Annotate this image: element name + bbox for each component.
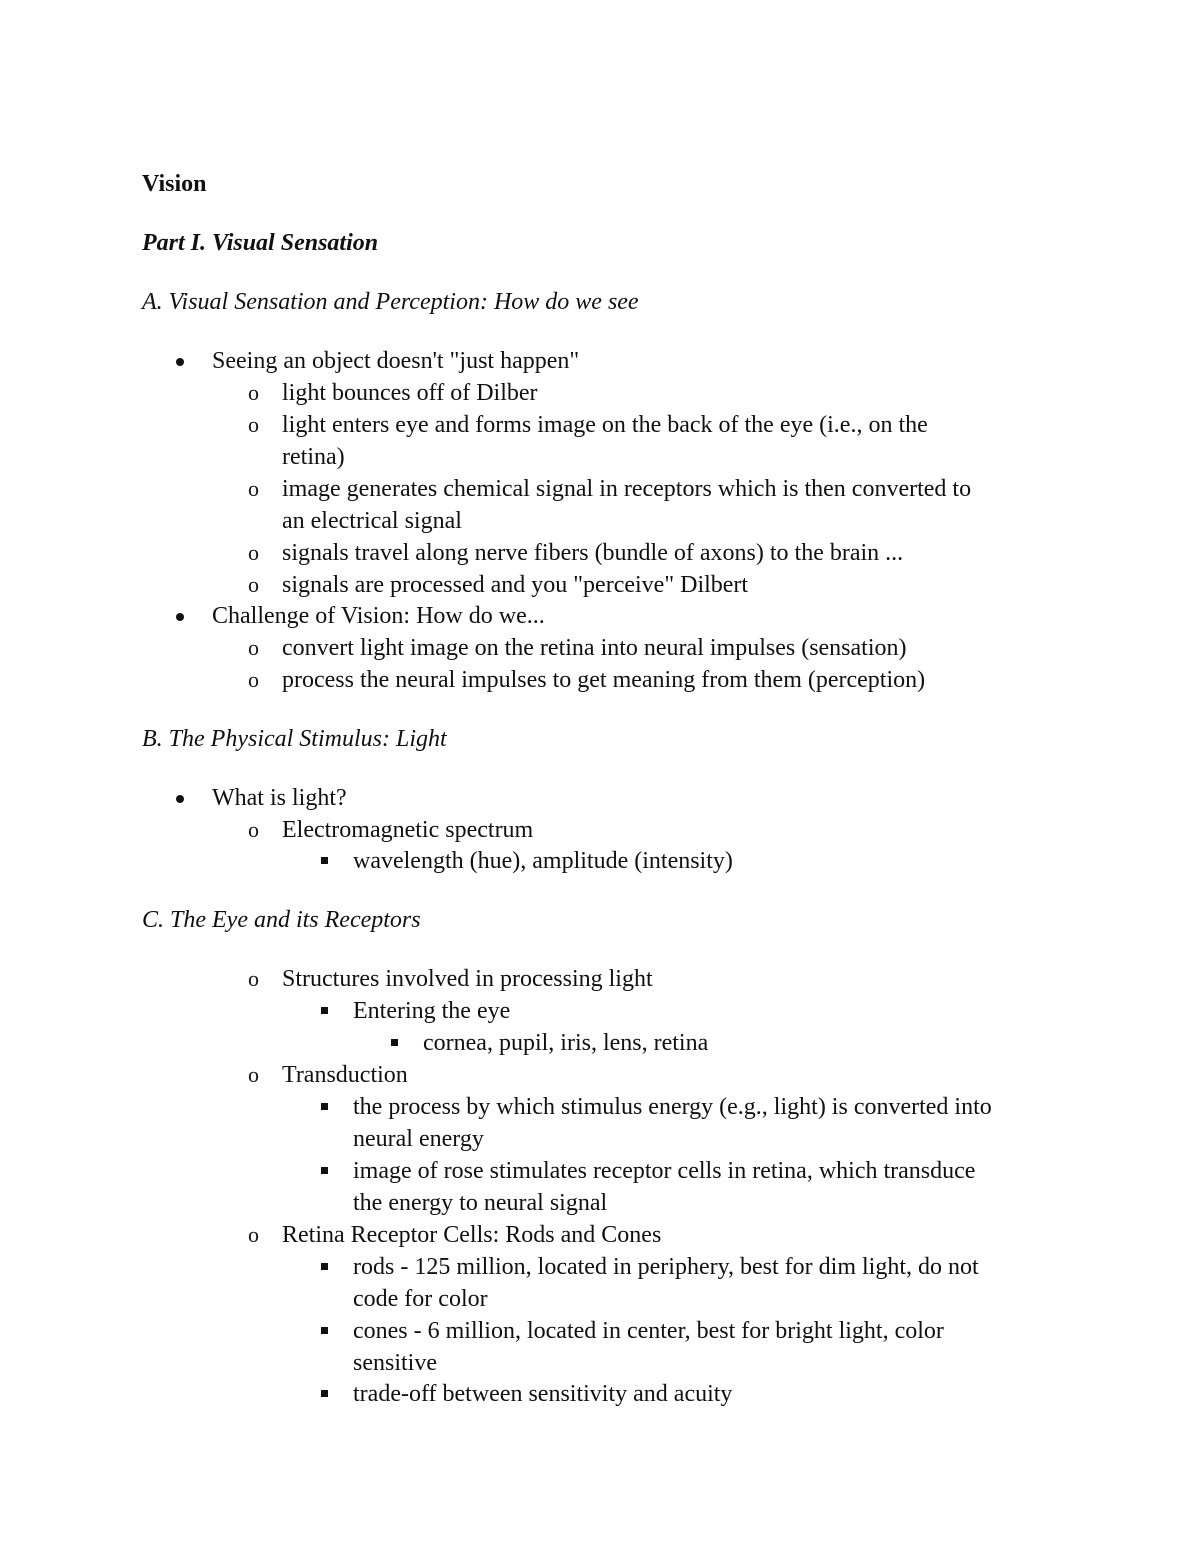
circle-bullet-icon: o (248, 540, 259, 565)
circle-bullet-icon: o (248, 572, 259, 597)
circle-bullet-icon: o (248, 380, 259, 405)
document-title: Vision (142, 171, 207, 197)
list-item: image of rose stimulates receptor cells in retina, which transduce (353, 1158, 976, 1184)
list-item: convert light image on the retina into neural impulses (sensation) (282, 635, 907, 661)
circle-bullet-icon: o (248, 412, 259, 437)
list-item: Retina Receptor Cells: Rods and Cones (282, 1222, 662, 1248)
list-item: What is light? (212, 785, 347, 811)
section-heading-b: B. The Physical Stimulus: Light (142, 726, 447, 752)
list-item: the process by which stimulus energy (e.g., light) is converted into (353, 1094, 992, 1120)
bullet-icon (176, 613, 184, 621)
list-item: Structures involved in processing light (282, 966, 653, 992)
list-item: light enters eye and forms image on the back of the eye (i.e., on the (282, 412, 928, 438)
list-item-continuation: code for color (353, 1286, 488, 1312)
list-item: cornea, pupil, iris, lens, retina (423, 1030, 709, 1056)
list-item: process the neural impulses to get meaning from them (perception) (282, 667, 926, 693)
square-bullet-icon (321, 1390, 328, 1397)
list-item: cones - 6 million, located in center, best for bright light, color (353, 1318, 944, 1344)
square-bullet-icon (321, 1327, 328, 1334)
circle-bullet-icon: o (248, 817, 259, 842)
circle-bullet-icon: o (248, 476, 259, 501)
circle-bullet-icon: o (248, 1222, 259, 1247)
circle-bullet-icon: o (248, 1062, 259, 1087)
square-bullet-icon (321, 1167, 328, 1174)
section-heading-c: C. The Eye and its Receptors (142, 907, 421, 933)
bullet-icon (176, 795, 184, 803)
square-bullet-icon (391, 1039, 398, 1046)
list-item: Entering the eye (353, 998, 511, 1024)
list-item: wavelength (hue), amplitude (intensity) (353, 848, 733, 874)
square-bullet-icon (321, 1263, 328, 1270)
circle-bullet-icon: o (248, 635, 259, 660)
list-item: signals are processed and you "perceive" Dilbert (282, 572, 749, 598)
list-item: light bounces off of Dilber (282, 380, 538, 406)
list-item: rods - 125 million, located in periphery, best for dim light, do not (353, 1254, 979, 1280)
circle-bullet-icon: o (248, 667, 259, 692)
list-item-continuation: sensitive (353, 1350, 437, 1376)
list-item: Seeing an object doesn't "just happen" (212, 348, 580, 374)
list-item: signals travel along nerve fibers (bundle of axons) to the brain ... (282, 540, 904, 566)
list-item: Challenge of Vision: How do we... (212, 603, 545, 629)
part-heading: Part I. Visual Sensation (142, 230, 379, 256)
list-item-continuation: the energy to neural signal (353, 1190, 608, 1216)
bullet-icon (176, 358, 184, 366)
list-item-continuation: neural energy (353, 1126, 484, 1152)
list-item: trade-off between sensitivity and acuity (353, 1381, 733, 1407)
list-item-continuation: an electrical signal (282, 508, 462, 534)
section-heading-a: A. Visual Sensation and Perception: How do we see (142, 289, 639, 315)
list-item-continuation: retina) (282, 444, 345, 470)
square-bullet-icon (321, 1007, 328, 1014)
list-item: image generates chemical signal in receptors which is then converted to (282, 476, 972, 502)
circle-bullet-icon: o (248, 966, 259, 991)
square-bullet-icon (321, 857, 328, 864)
square-bullet-icon (321, 1103, 328, 1110)
list-item: Transduction (282, 1062, 408, 1088)
list-item: Electromagnetic spectrum (282, 817, 534, 843)
